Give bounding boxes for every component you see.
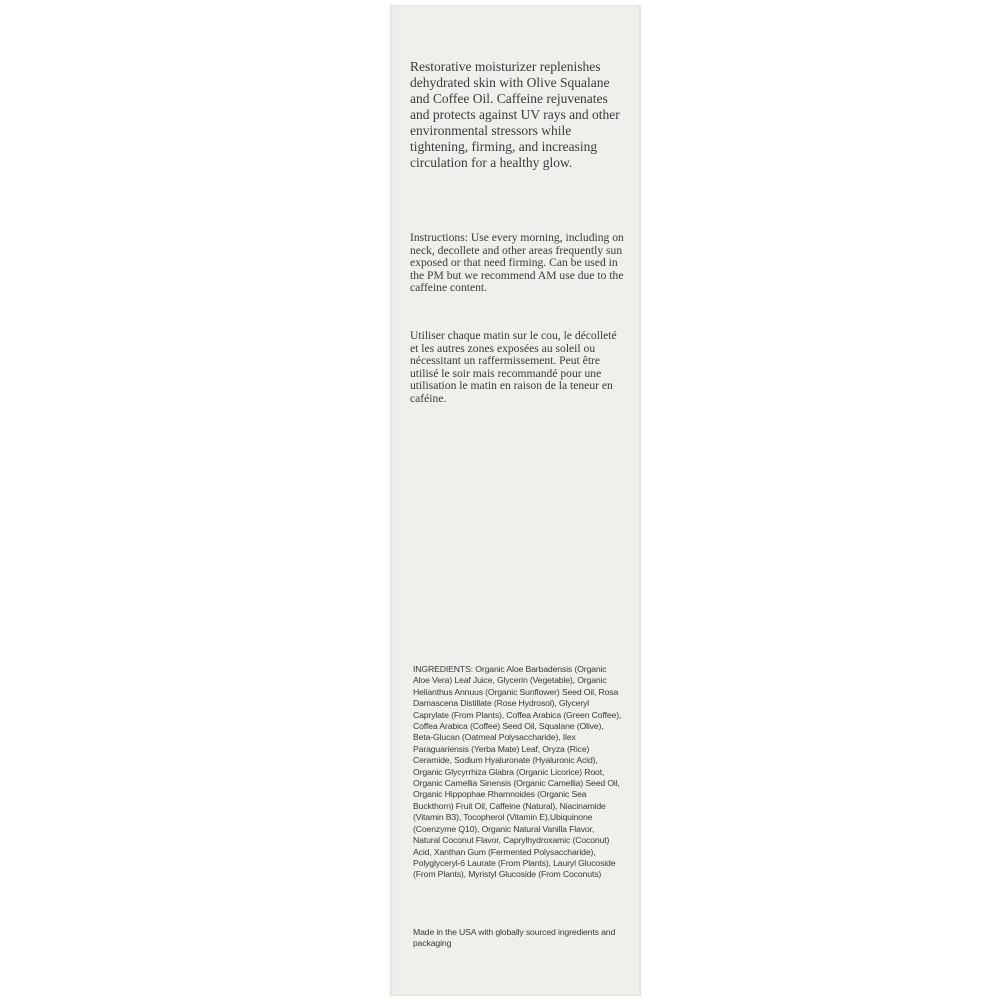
ingredients-list: INGREDIENTS: Organic Aloe Barbadensis (Organic Aloe Vera) Leaf Juice, Glycerin (Vegetable), Organic Helianthus Annuus (Organic Sunflower) Seed Oil, Rosa Damascena Distillate (Rose Hydrosol), Glyceryl Caprylate (From Plants), Coffea Arabica (Green Coffee), Coffea Arabica (Coffee) Seed Oil, Squalane (Olive), Beta-Glucan (Oatmeal Polysaccharide), Ilex Paraguariensis (Yerba Mate) Leaf, Oryza (Rice) Ceramide, Sodium Hyaluronate (Hyaluronic Acid), Organic Glycyrrhiza Glabra (Organic Licorice) Root, Organic Camellia Sinensis (Organic Camellia) Seed Oil, Organic Hippophae Rhamnoides (Organic Sea Buckthorn) Fruit Oil, Caffeine (Natural), Niacinamide (Vitamin B3), Tocopherol (Vitamin E),Ubiquinone (Coenzyme Q10), Organic Natural Vanilla Flavor, Natural Coconut Flavor, Caprylhydroxamic (Coconut) Acid, Xanthan Gum (Fermented Polysaccharide), Polyglyceryl-6 Laurate (From Plants), Lauryl Glucoside (From Plants), Myristyl Glucoside (From Coconuts) (413, 664, 622, 880)
origin-statement: Made in the USA with globally sourced ingredients and packaging (413, 927, 616, 949)
usage-instructions-french: Utiliser chaque matin sur le cou, le décolleté et les autres zones exposées au soleil ou nécessitant un raffermissement. Peut être utilisé le soir mais recommandé pour une utilisation le matin en raison de la teneur en caféine. (410, 329, 617, 405)
product-box-side-panel (390, 5, 641, 996)
usage-instructions: Instructions: Use every morning, including on neck, decollete and other areas frequently sun exposed or that need firming. Can be used in the PM but we recommend AM use due to the caffeine content. (410, 231, 624, 295)
product-description: Restorative moisturizer replenishes dehydrated skin with Olive Squalane and Coffee Oil. Caffeine rejuvenates and protects against UV rays and other environmental stressors while tightening, firming, and increasing circulation for a healthy glow. (410, 59, 620, 170)
